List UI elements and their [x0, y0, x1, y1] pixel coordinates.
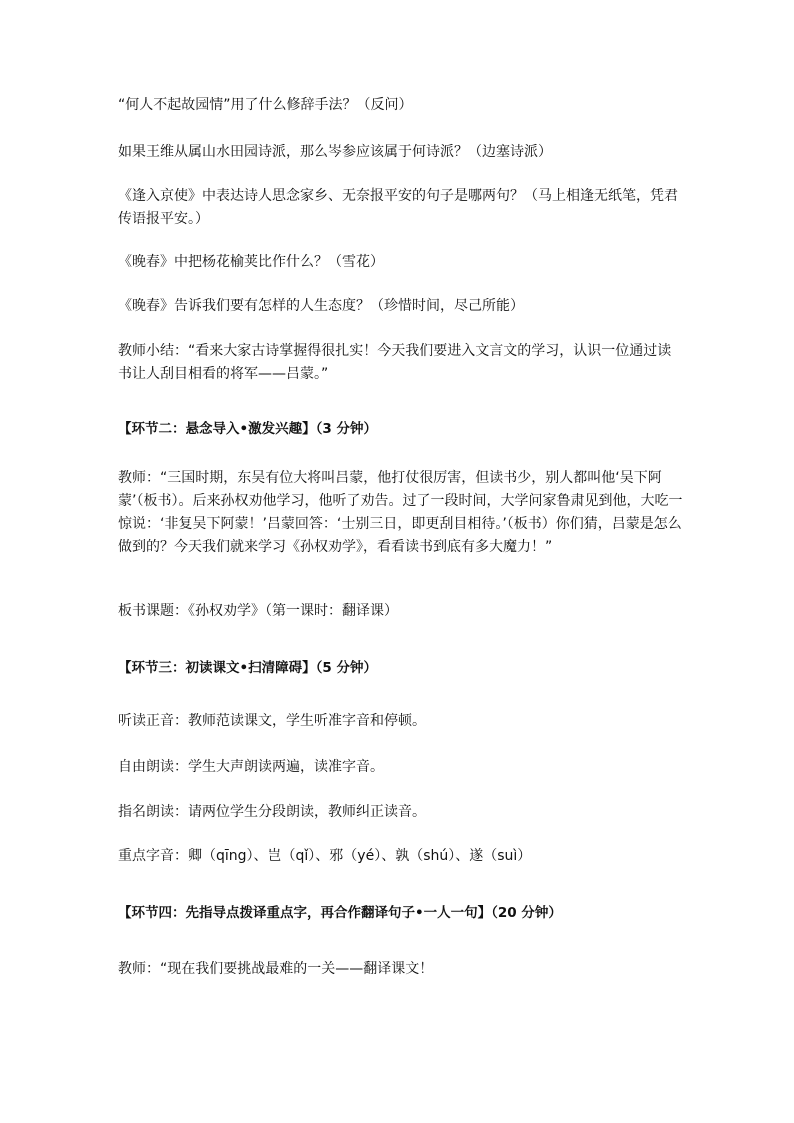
- teacher-translation-intro: 教师：“现在我们要挑战最难的一关——翻译课文！: [118, 961, 434, 977]
- section-heading-4: 【环节四：先指导点拨译重点字，再合作翻译句子•一人一句】（20 分钟）: [118, 905, 562, 921]
- question-2: 如果王维从属山水田园诗派，那么岑参应该属于何诗派？（边塞诗派）: [118, 144, 552, 160]
- section-heading-3: 【环节三：初读课文•扫清障碍】（5 分钟）: [118, 660, 377, 676]
- named-read-item: 指名朗读：请两位学生分段朗读，教师纠正读音。: [118, 804, 426, 820]
- listen-read-item: 听读正音：教师范读课文，学生听准字音和停顿。: [118, 713, 426, 729]
- section-heading-2: 【环节二：悬念导入•激发兴趣】（3 分钟）: [118, 421, 377, 437]
- key-pronunciation-item: 重点字音：卿（qīng）、岂（qǐ）、邪（yé）、孰（shú）、遂（suì）: [118, 848, 532, 864]
- question-1: “何人不起故园情”用了什么修辞手法？（反问）: [118, 97, 413, 113]
- question-4: 《晚春》中把杨花榆荚比作什么？（雪花）: [118, 254, 384, 270]
- question-5: 《晚春》告诉我们要有怎样的人生态度？（珍惜时间，尽己所能）: [118, 298, 524, 314]
- teacher-intro-paragraph: 教师：“三国时期，东吴有位大将叫吕蒙，他打仗很厉害，但读书少，别人都叫他‘吴下阿蒙’（板书）。后来孙权劝他学习，他听了劝告。过了一段时间，大学问家鲁肃见到他，大吃一惊说：‘非复吴下阿蒙！’吕蒙回答：‘士别三日，即更刮目相待。’（板书）你们猜，吕蒙是怎么做到的？今天我们就来学习《孙权劝学》，看看读书到底有多大魔力！”: [118, 470, 683, 555]
- question-3: 《逢入京使》中表达诗人思念家乡、无奈报平安的句子是哪两句？（马上相逢无纸笔，凭君传语报平安。）: [118, 188, 678, 227]
- teacher-summary: 教师小结：“看来大家古诗掌握得很扎实！今天我们要进入文言文的学习，认识一位通过读书让人刮目相看的将军——吕蒙。”: [118, 343, 672, 382]
- board-title: 板书课题：《孙权劝学》（第一课时：翻译课）: [118, 603, 398, 619]
- free-read-item: 自由朗读：学生大声朗读两遍，读准字音。: [118, 759, 384, 775]
